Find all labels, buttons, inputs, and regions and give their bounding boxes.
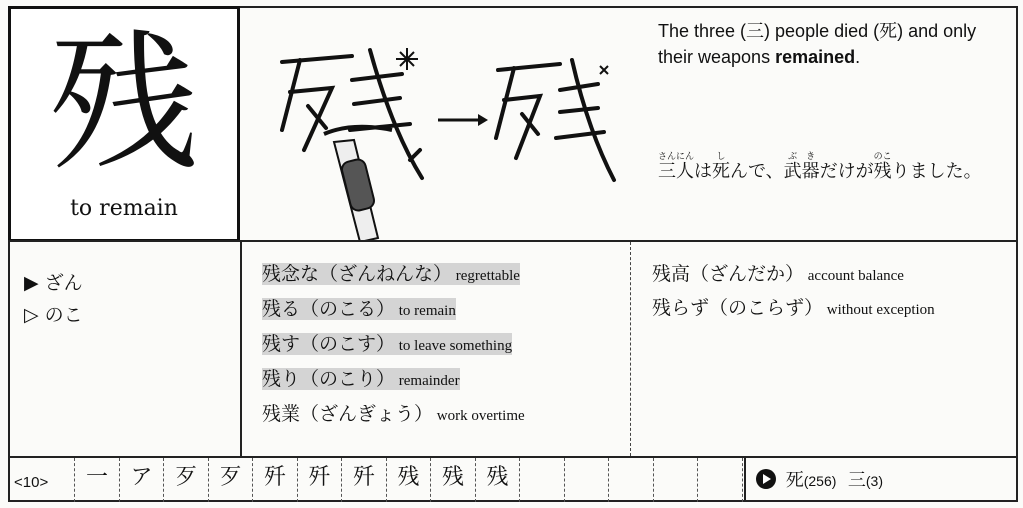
story-japanese <box>658 148 1008 196</box>
reading-on <box>24 268 83 295</box>
stroke-step: 一 <box>74 458 119 502</box>
example-word <box>262 328 512 360</box>
related-kanji-1-number: (256) <box>803 473 837 489</box>
stroke-step: 残 <box>430 458 475 502</box>
example-word <box>652 258 904 290</box>
story-jp-word: 武器ぶき <box>783 152 820 182</box>
example-word-text: 残らず（のこらず） <box>652 297 824 319</box>
stroke-step <box>564 458 609 502</box>
example-word-text: 残り（のこり） <box>262 368 396 390</box>
play-icon <box>756 469 776 489</box>
divider-readings <box>240 240 242 456</box>
related-kanji-1[interactable]: 死 <box>785 470 804 491</box>
related-kanji-2[interactable]: 三 <box>847 470 866 491</box>
stroke-step: 残 <box>475 458 520 502</box>
divider-related <box>744 456 746 502</box>
stroke-step <box>519 458 564 502</box>
example-word-text: 残高（ざんだか） <box>652 263 805 285</box>
example-word-meaning: work overtime <box>433 408 525 424</box>
stroke-step: 残 <box>386 458 431 502</box>
story-jp-text: りました。 <box>891 161 982 182</box>
stroke-step <box>653 458 698 502</box>
story-jp-furigana: ぶき <box>783 152 820 162</box>
stroke-step: 歼 <box>297 458 342 502</box>
big-kanji: 残 <box>48 17 199 191</box>
stroke-step <box>697 458 742 502</box>
stroke-step: 歹 <box>163 458 208 502</box>
story-jp-word: 死し <box>712 152 731 182</box>
divider-top <box>8 240 1018 242</box>
mnemonic-illustration <box>242 10 632 240</box>
example-word-text: 残る（のこる） <box>262 298 396 320</box>
story-jp-word: 残のこ <box>873 152 892 182</box>
stroke-step: 歹 <box>208 458 253 502</box>
example-word-meaning: to leave something <box>395 338 513 354</box>
story-jp-text: は <box>694 161 713 182</box>
divider-examples <box>630 242 631 456</box>
story-english-text: The three (三) people died (死) and only their weapons <box>658 21 977 67</box>
reading-kun <box>24 300 83 327</box>
example-word-text: 残業（ざんぎょう） <box>262 403 434 425</box>
story-jp-word: 三人さんにん <box>658 152 695 182</box>
reading-kun-marker: ▷ <box>24 304 39 326</box>
example-word-text: 残す（のこす） <box>262 333 396 355</box>
story-english-keyword: remained <box>775 47 856 67</box>
story-jp-text: んで、 <box>730 161 784 182</box>
reading-on-text: ざん <box>44 272 83 294</box>
reading-on-marker: ▶ <box>24 272 39 294</box>
kanji-meaning: to remain <box>70 196 178 221</box>
story-jp-furigana: のこ <box>873 152 892 162</box>
stroke-step: 歼 <box>341 458 386 502</box>
stroke-step <box>608 458 653 502</box>
story-english-end: . <box>855 47 861 67</box>
story-jp-furigana: さんにん <box>658 152 695 162</box>
stroke-step: 歼 <box>252 458 297 502</box>
example-word-meaning: without exception <box>823 302 935 318</box>
example-word-meaning: to remain <box>395 303 456 319</box>
reading-kun-text: のこ <box>44 304 83 326</box>
story-jp-text: だけが <box>819 161 874 182</box>
related-kanji-2-number: (3) <box>865 473 883 489</box>
example-word <box>652 292 935 324</box>
example-word <box>262 258 520 290</box>
example-word <box>262 398 525 430</box>
example-word-meaning: remainder <box>395 373 460 389</box>
example-word-text: 残念な（ざんねんな） <box>262 263 453 285</box>
story-english <box>658 18 1008 70</box>
stroke-count: <10> <box>14 474 49 491</box>
example-word-meaning: regrettable <box>452 268 520 284</box>
example-word <box>262 293 456 325</box>
example-word <box>262 363 460 395</box>
story-jp-furigana: し <box>712 152 730 162</box>
stroke-step: ア <box>119 458 164 502</box>
related-kanji <box>756 466 883 492</box>
example-word-meaning: account balance <box>804 268 904 284</box>
